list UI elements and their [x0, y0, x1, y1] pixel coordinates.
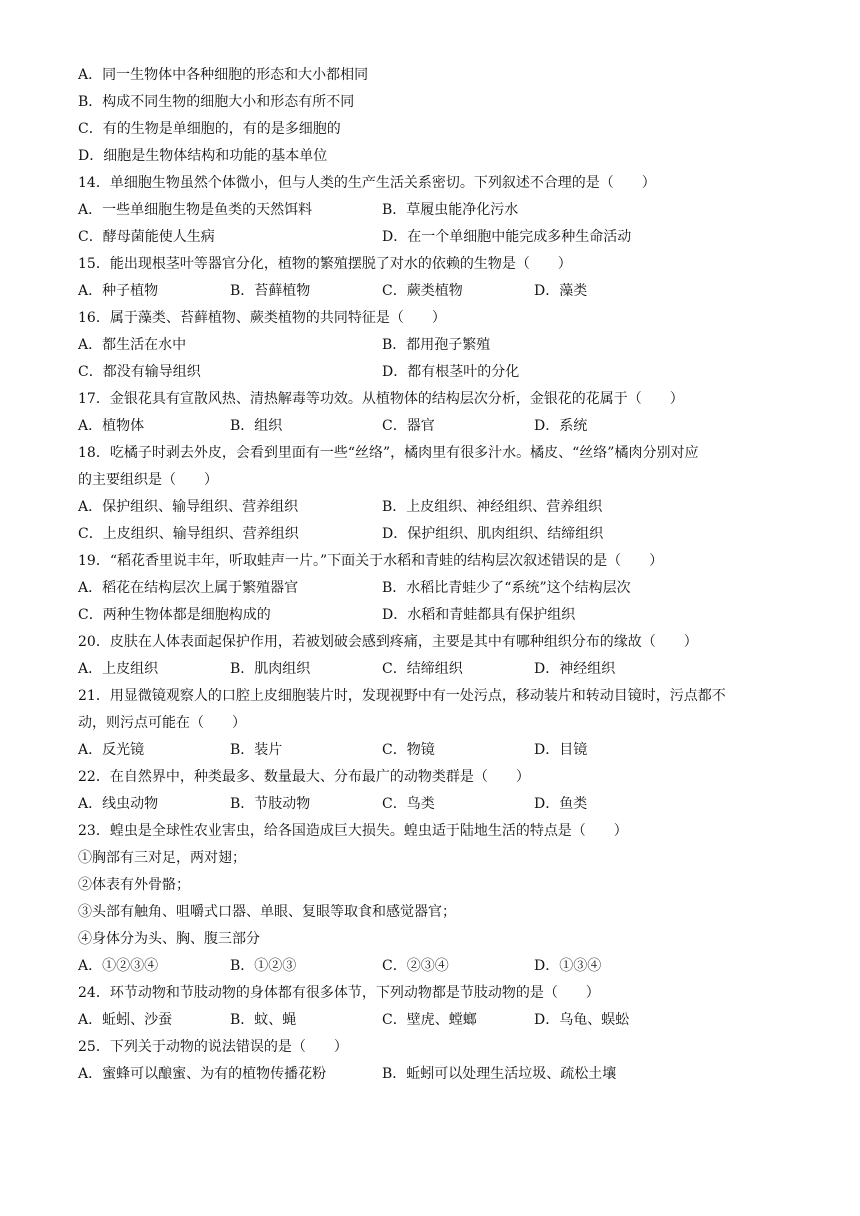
q24-option-a[interactable]: A．蚯蚓、沙蚕 — [78, 1012, 173, 1028]
q18-options-row1 — [78, 494, 780, 521]
q23-option-a[interactable]: A．①②③④ — [78, 958, 159, 974]
q23-options — [78, 953, 780, 980]
q13-option-a[interactable]: A．同一生物体中各种细胞的形态和大小都相同 — [78, 67, 369, 83]
q25-option-b[interactable]: B．蚯蚓可以处理生活垃圾、疏松土壤 — [382, 1066, 617, 1082]
q22-stem: 22．在自然界中，种类最多、数量最大、分布最广的动物类群是（ ） — [78, 769, 530, 785]
q23-item-3: ③头部有触角、咀嚼式口器、单眼、复眼等取食和感觉器官； — [78, 904, 456, 920]
q15-option-a[interactable]: A．种子植物 — [78, 283, 159, 299]
q14-stem: 14．单细胞生物虽然个体微小，但与人类的生产生活关系密切。下列叙述不合理的是（ ） — [78, 175, 656, 191]
q22-options — [78, 791, 780, 818]
q20-option-c[interactable]: C．结缔组织 — [382, 661, 463, 677]
exam-page — [78, 62, 780, 1088]
q20-option-d[interactable]: D．神经组织 — [534, 661, 616, 677]
q13-option-b[interactable]: B．构成不同生物的细胞大小和形态有所不同 — [78, 94, 355, 110]
q17-options — [78, 413, 780, 440]
q17-option-d[interactable]: D．系统 — [534, 418, 588, 434]
q14-option-a[interactable]: A．一些单细胞生物是鱼类的天然饵料 — [78, 202, 313, 218]
q15-options — [78, 278, 780, 305]
q15-stem: 15．能出现根茎叶等器官分化，植物的繁殖摆脱了对水的依赖的生物是（ ） — [78, 256, 572, 272]
q25-stem: 25．下列关于动物的说法错误的是（ ） — [78, 1039, 348, 1055]
q17-option-b[interactable]: B．组织 — [230, 418, 283, 434]
q14-options-row2 — [78, 224, 780, 251]
q16-options-row2 — [78, 359, 780, 386]
q23-option-c[interactable]: C．②③④ — [382, 958, 449, 974]
q24-option-d[interactable]: D．乌龟、蜈蚣 — [534, 1012, 630, 1028]
q14-option-b[interactable]: B．草履虫能净化污水 — [382, 202, 519, 218]
q21-option-d[interactable]: D．目镜 — [534, 742, 588, 758]
q21-option-a[interactable]: A．反光镜 — [78, 742, 145, 758]
q21-stem-line2: 动，则污点可能在（ ） — [78, 715, 246, 731]
q23-option-b[interactable]: B．①②③ — [230, 958, 297, 974]
q19-options-row1 — [78, 575, 780, 602]
q24-options — [78, 1007, 780, 1034]
q23-item-2: ②体表有外骨骼； — [78, 877, 190, 893]
q18-option-a[interactable]: A．保护组织、输导组织、营养组织 — [78, 499, 299, 515]
q14-options-row1 — [78, 197, 780, 224]
q14-option-c[interactable]: C．酵母菌能使人生病 — [78, 229, 215, 245]
q17-stem: 17．金银花具有宣散风热、清热解毒等功效。从植物体的结构层次分析，金银花的花属于（ ） — [78, 391, 684, 407]
q18-option-b[interactable]: B．上皮组织、神经组织、营养组织 — [382, 499, 603, 515]
q13-option-c[interactable]: C．有的生物是单细胞的，有的是多细胞的 — [78, 121, 341, 137]
q22-option-b[interactable]: B．节肢动物 — [230, 796, 311, 812]
q19-option-d[interactable]: D．水稻和青蛙都具有保护组织 — [382, 607, 576, 623]
q19-option-a[interactable]: A．稻花在结构层次上属于繁殖器官 — [78, 580, 299, 596]
q15-option-c[interactable]: C．蕨类植物 — [382, 283, 463, 299]
q20-stem: 20．皮肤在人体表面起保护作用，若被划破会感到疼痛，主要是其中有哪种组织分布的缘故（ ） — [78, 634, 698, 650]
q19-stem: 19．“稻花香里说丰年，听取蛙声一片。”下面关于水稻和青蛙的结构层次叙述错误的是（ ） — [78, 553, 664, 569]
q21-options — [78, 737, 780, 764]
q18-stem-line1: 18．吃橘子时剥去外皮，会看到里面有一些“丝络”，橘肉里有很多汁水。橘皮、“丝络”橘肉分别对应 — [78, 445, 699, 461]
q23-item-4: ④身体分为头、胸、腹三部分 — [78, 931, 260, 947]
q19-option-c[interactable]: C．两种生物体都是细胞构成的 — [78, 607, 271, 623]
q14-option-d[interactable]: D．在一个单细胞中能完成多种生命活动 — [382, 229, 632, 245]
q21-stem-line1: 21．用显微镜观察人的口腔上皮细胞装片时，发现视野中有一处污点，移动装片和转动目镜时，污点都不 — [78, 688, 726, 704]
q23-item-1: ①胸部有三对足，两对翅； — [78, 850, 246, 866]
q21-option-c[interactable]: C．物镜 — [382, 742, 435, 758]
q16-stem: 16．属于藻类、苔藓植物、蕨类植物的共同特征是（ ） — [78, 310, 446, 326]
q16-option-c[interactable]: C．都没有输导组织 — [78, 364, 201, 380]
q18-stem-line2: 的主要组织是（ ） — [78, 472, 218, 488]
q22-option-c[interactable]: C．鸟类 — [382, 796, 435, 812]
q18-options-row2 — [78, 521, 780, 548]
q23-option-d[interactable]: D．①③④ — [534, 958, 602, 974]
q20-option-a[interactable]: A．上皮组织 — [78, 661, 159, 677]
q13-option-d[interactable]: D．细胞是生物体结构和功能的基本单位 — [78, 148, 328, 164]
q22-option-d[interactable]: D．鱼类 — [534, 796, 588, 812]
q18-option-d[interactable]: D．保护组织、肌肉组织、结缔组织 — [382, 526, 604, 542]
q15-option-d[interactable]: D．藻类 — [534, 283, 588, 299]
q24-option-b[interactable]: B．蚊、蝇 — [230, 1012, 297, 1028]
q17-option-c[interactable]: C．器官 — [382, 418, 435, 434]
q25-options-row1 — [78, 1061, 780, 1088]
q20-option-b[interactable]: B．肌肉组织 — [230, 661, 311, 677]
q19-options-row2 — [78, 602, 780, 629]
q16-option-d[interactable]: D．都有根茎叶的分化 — [382, 364, 520, 380]
q20-options — [78, 656, 780, 683]
q16-options-row1 — [78, 332, 780, 359]
q18-option-c[interactable]: C．上皮组织、输导组织、营养组织 — [78, 526, 299, 542]
q16-option-a[interactable]: A．都生活在水中 — [78, 337, 187, 353]
q25-option-a[interactable]: A．蜜蜂可以酿蜜、为有的植物传播花粉 — [78, 1066, 327, 1082]
q23-stem: 23．蝗虫是全球性农业害虫，给各国造成巨大损失。蝗虫适于陆地生活的特点是（ ） — [78, 823, 628, 839]
q24-stem: 24．环节动物和节肢动物的身体都有很多体节，下列动物都是节肢动物的是（ ） — [78, 985, 600, 1001]
q19-option-b[interactable]: B．水稻比青蛙少了“系统”这个结构层次 — [382, 580, 631, 596]
q24-option-c[interactable]: C．壁虎、螳螂 — [382, 1012, 477, 1028]
q22-option-a[interactable]: A．线虫动物 — [78, 796, 159, 812]
q17-option-a[interactable]: A．植物体 — [78, 418, 145, 434]
q16-option-b[interactable]: B．都用孢子繁殖 — [382, 337, 491, 353]
q15-option-b[interactable]: B．苔藓植物 — [230, 283, 311, 299]
q21-option-b[interactable]: B．装片 — [230, 742, 283, 758]
